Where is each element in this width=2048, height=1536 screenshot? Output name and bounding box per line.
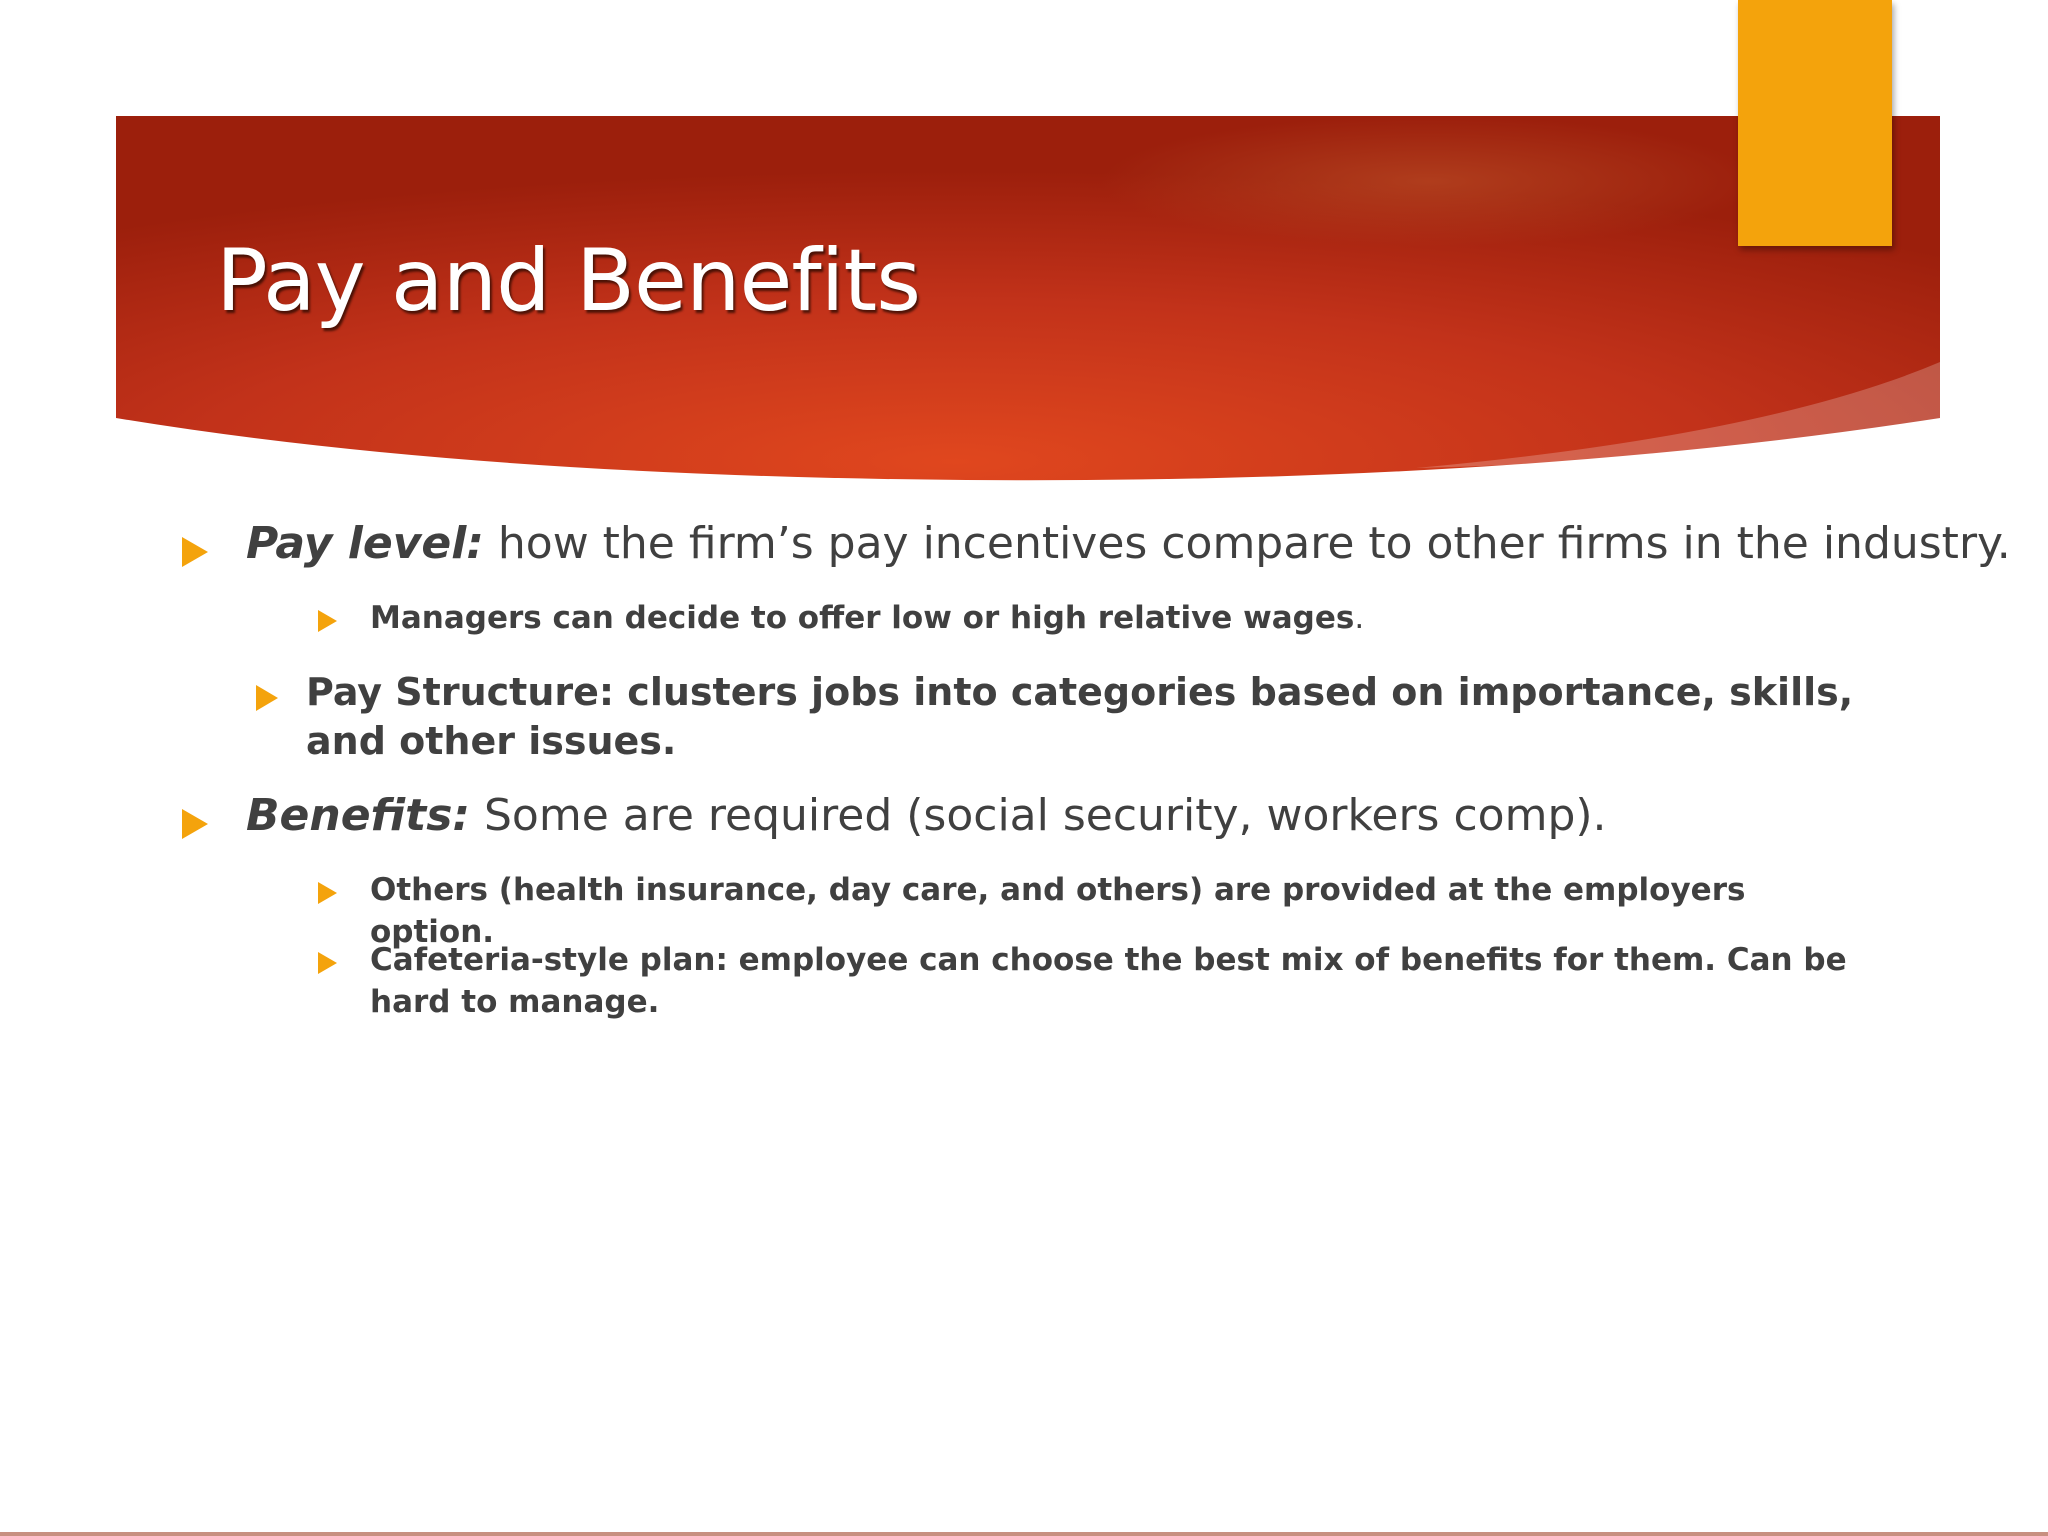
bullet-term: Pay level: [246, 518, 484, 569]
bullet-arrow-icon [256, 685, 278, 711]
bullet-body: Others (health insurance, day care, and others) are provided at the employers option. [370, 872, 1746, 950]
bullet-arrow-icon [182, 537, 208, 567]
bullet-body: Some are required (social security, workers comp). [470, 790, 1607, 841]
bullet-trail: . [1354, 600, 1365, 636]
bullet-managers-wages [318, 598, 1364, 640]
bullet-arrow-icon [182, 809, 208, 839]
bullet-pay-structure [256, 668, 1876, 767]
bullet-arrow-icon [318, 952, 337, 974]
bullet-text [246, 516, 2011, 571]
bottom-divider [0, 1532, 2048, 1536]
bullet-body: how the firm’s pay incentives compare to other firms in the industry. [483, 518, 2011, 569]
bullet-term: Benefits: [246, 790, 470, 841]
bullet-text [246, 788, 1607, 843]
bullet-benefits [182, 788, 1607, 843]
bullet-body: Managers can decide to offer low or high relative wages [370, 600, 1355, 636]
bullet-arrow-icon [318, 882, 337, 904]
bullet-body: Pay Structure: clusters jobs into categories based on importance, skills, and other issues. [306, 670, 1854, 764]
bullet-cafeteria-plan [318, 940, 1878, 1024]
bullet-pay-level [182, 516, 2011, 571]
slide-title: Pay and Benefits [216, 231, 921, 331]
bullet-arrow-icon [318, 610, 337, 632]
bullet-body: Cafeteria-style plan: employee can choose the best mix of benefits for them. Can be hard to manage. [370, 942, 1847, 1020]
bullet-text [370, 598, 1364, 640]
